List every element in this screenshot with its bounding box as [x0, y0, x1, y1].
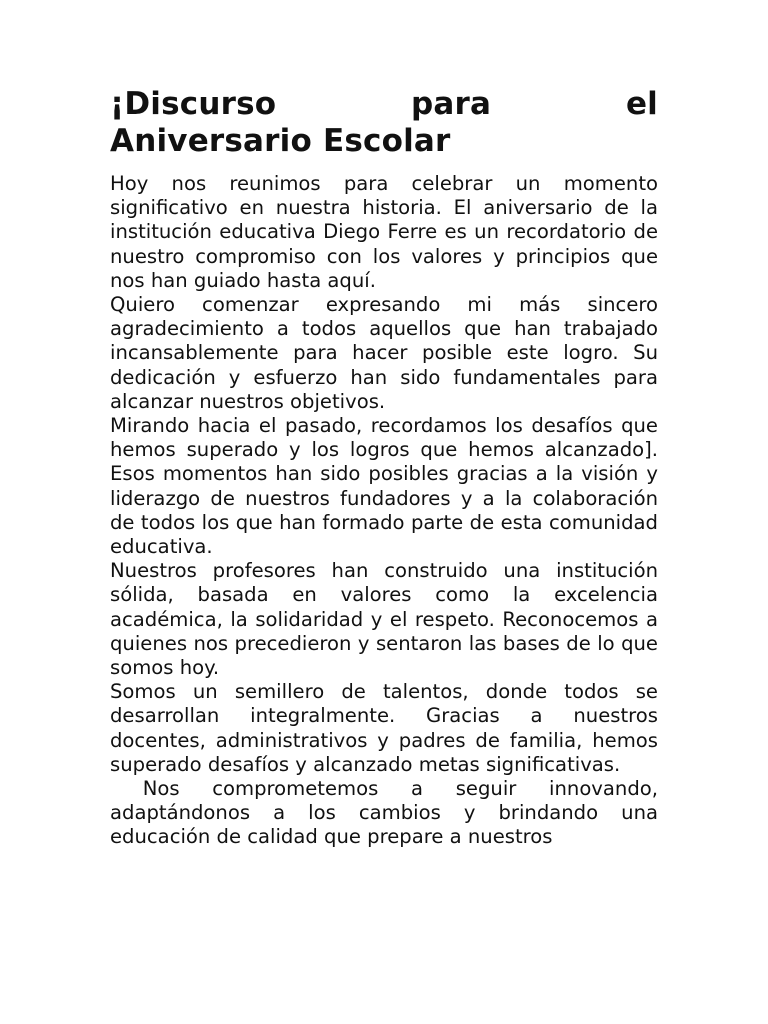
paragraph-6: Nos comprometemos a seguir innovando, adaptándonos a los cambios y brindando una educación de calidad que prepare a nuestros [110, 777, 665, 849]
document-title [110, 86, 658, 160]
paragraph-3: Mirando hacia el pasado, recordamos los desafíos que hemos superado y los logros que hemos alcanzado]. Esos momentos han sido posibles gracias a la visión y liderazgo de nuestros fundadores y a la colaboración de todos los que han formado parte de esta comunidad educativa. [110, 414, 658, 559]
title-line-1: ¡Discurso para el [110, 86, 658, 122]
title-line-2: Aniversario Escolar [110, 123, 451, 159]
paragraph-5: Somos un semillero de talentos, donde todos se desarrollan integralmente. Gracias a nuestros docentes, administrativos y padres de familia, hemos superado desafíos y alcanzado metas significativas. [110, 680, 658, 776]
paragraph-2: Quiero comenzar expresando mi más sincero agradecimiento a todos aquellos que han trabajado incansablemente para hacer posible este logro. Su dedicación y esfuerzo han sido fundamentales para alcanzar nuestros objetivos. [110, 293, 658, 413]
paragraph-4: Nuestros profesores han construido una institución sólida, basada en valores como la excelencia académica, la solidaridad y el respeto. Reconocemos a quienes nos precedieron y sentaron las bases de lo que somos hoy. [110, 559, 658, 680]
document-page [110, 86, 665, 850]
paragraph-1: Hoy nos reunimos para celebrar un momento significativo en nuestra historia. El aniversario de la institución educativa Diego Ferre es un recordatorio de nuestro compromiso con los valores y principios que nos han guiado hasta aquí. [110, 172, 658, 292]
